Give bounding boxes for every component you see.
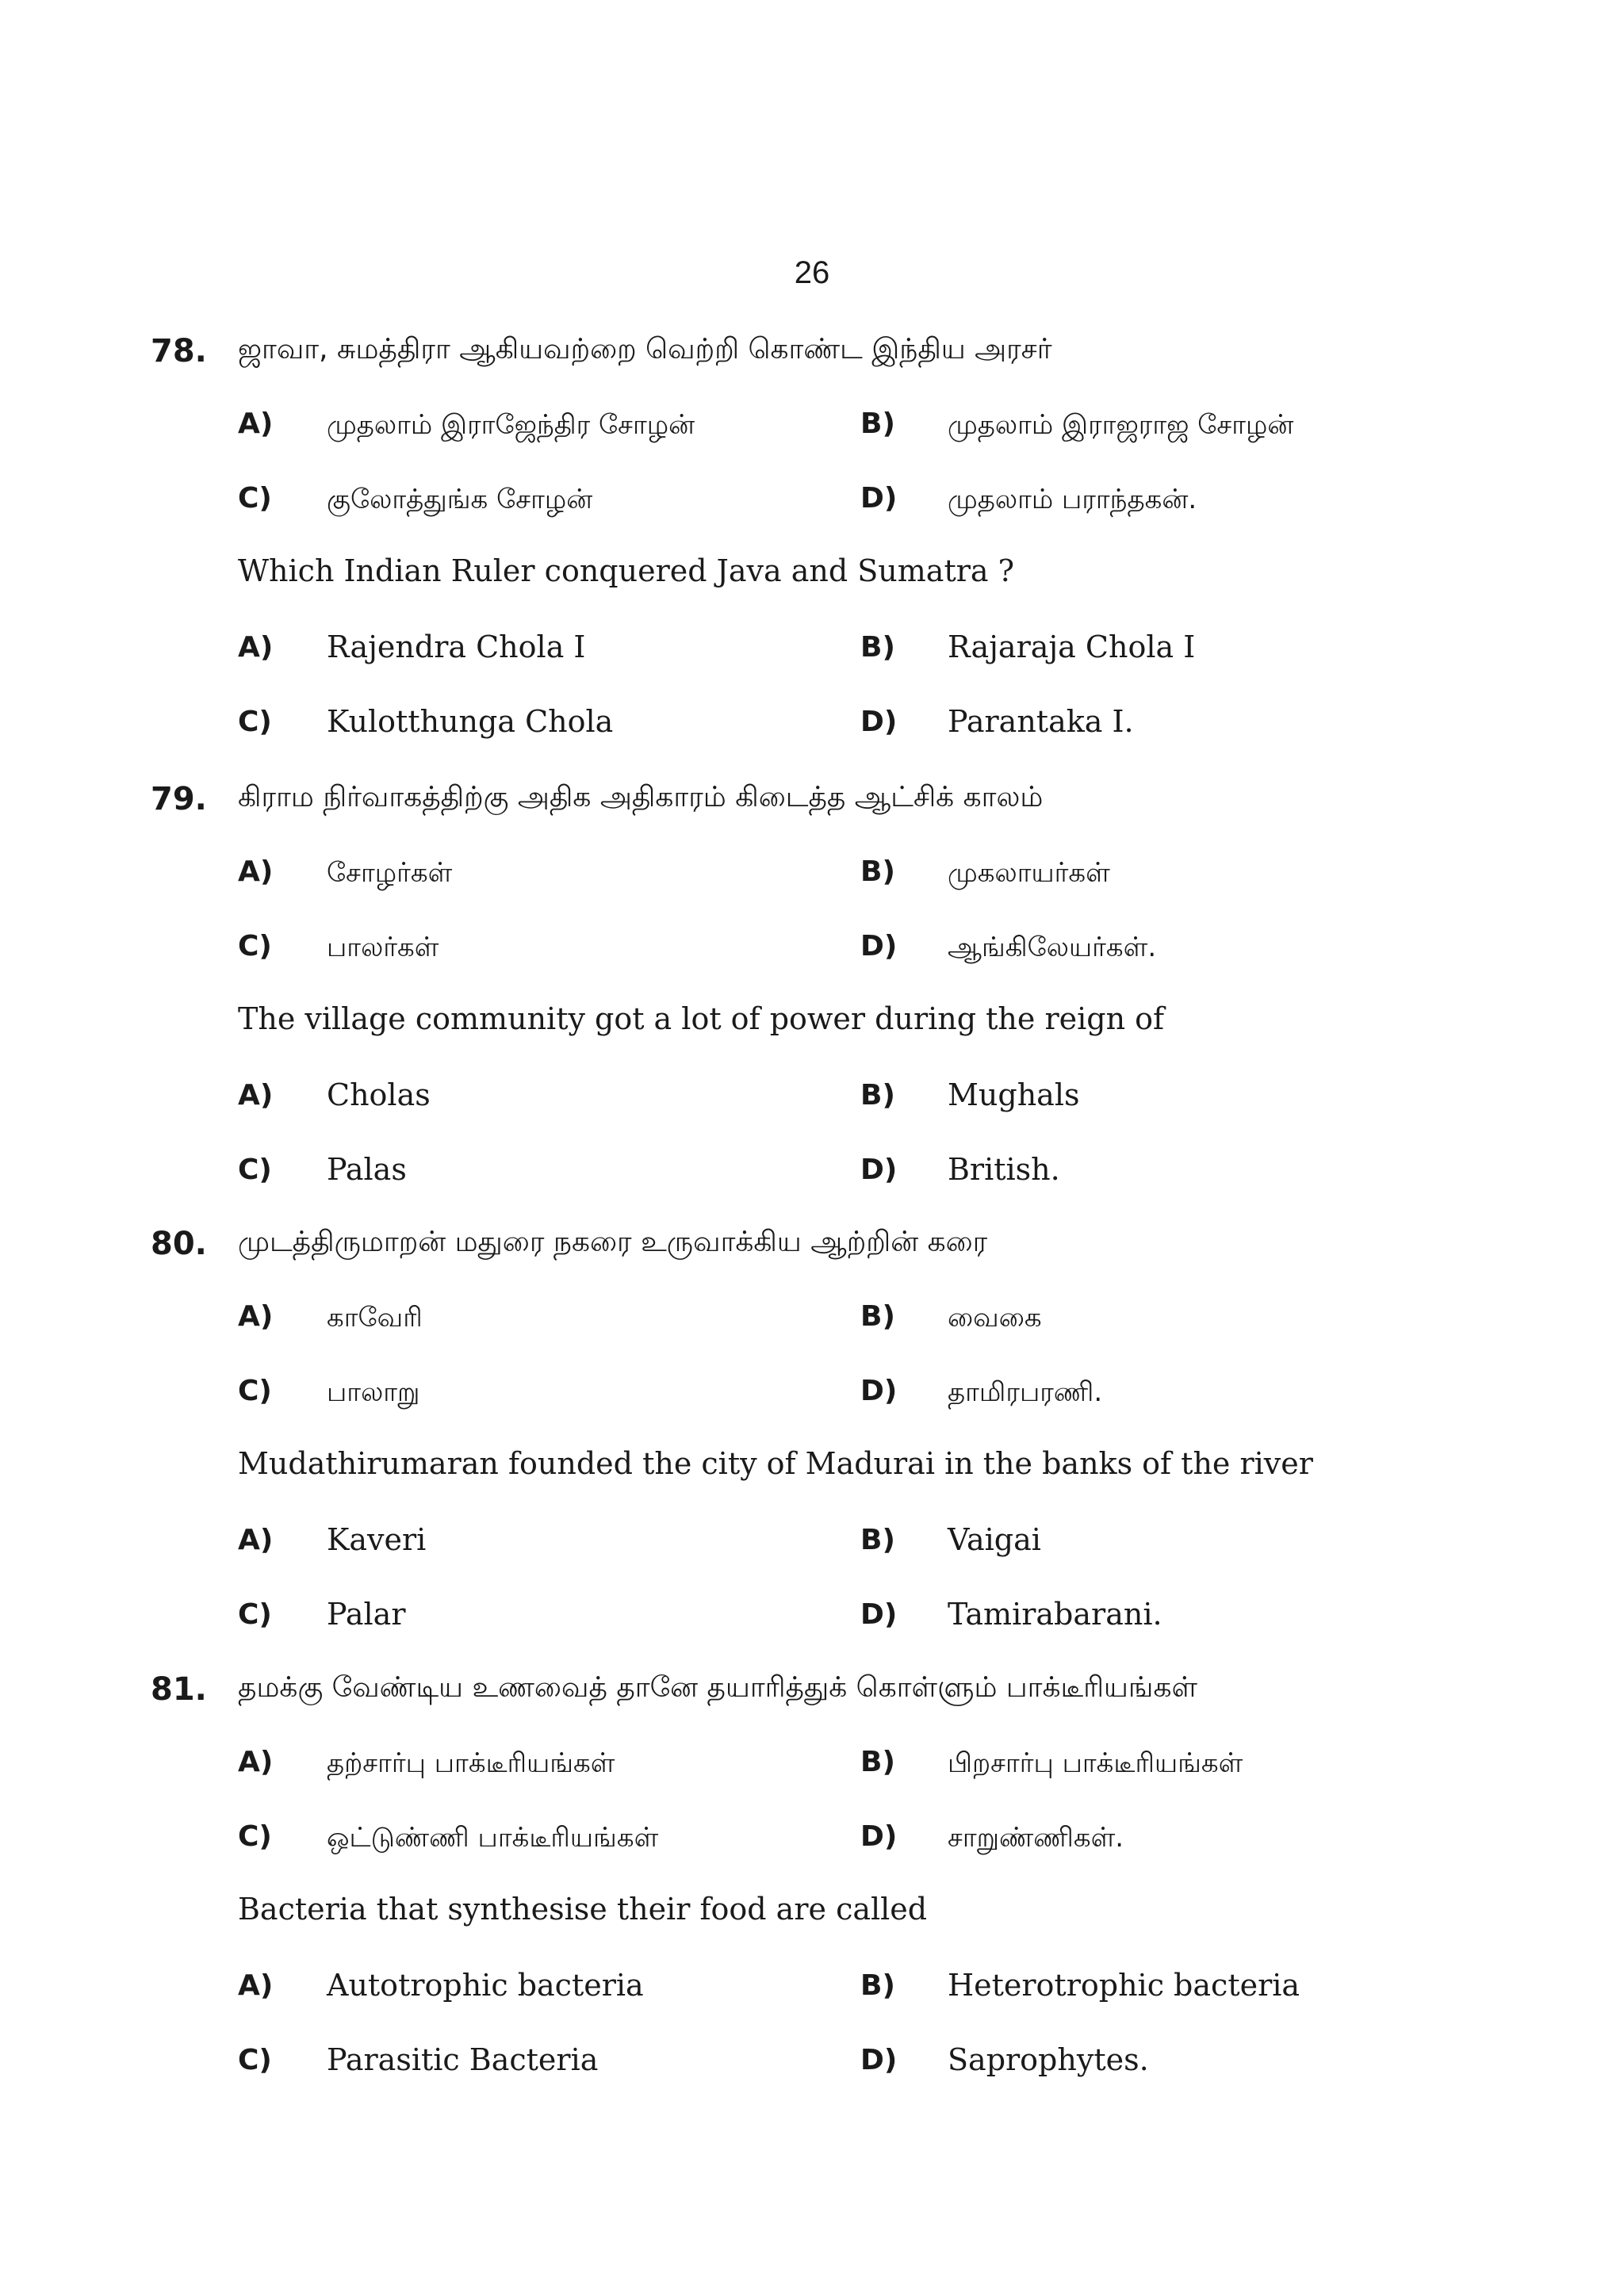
option-text: Vaigai xyxy=(948,1522,1041,1557)
question-text-english: Mudathirumaran founded the city of Madurai in the banks of the river xyxy=(238,1446,1313,1481)
option-letter: A) xyxy=(238,1746,274,1778)
option-text: முதலாம் பராந்தகன். xyxy=(948,484,1197,515)
option-letter: A) xyxy=(238,1524,274,1556)
option-text: Saprophytes. xyxy=(948,2042,1149,2077)
option-text: காவேரி xyxy=(327,1302,423,1334)
option-letter: D) xyxy=(860,482,898,515)
question-number: 78. xyxy=(151,333,207,369)
option-letter: D) xyxy=(860,930,898,962)
option-letter: B) xyxy=(860,1300,895,1333)
option-letter: A) xyxy=(238,1079,274,1112)
option-text: Palar xyxy=(327,1597,406,1632)
option-text: முகலாயர்கள் xyxy=(948,857,1110,889)
option-letter: B) xyxy=(860,855,895,888)
question-number: 79. xyxy=(151,781,207,817)
question-text-english: The village community got a lot of power during the reign of xyxy=(238,1001,1165,1036)
question-text-tamil: தமக்கு வேண்டிய உணவைத் தானே தயாரித்துக் கொள்ளும் பாக்டீரியங்கள் xyxy=(238,1671,1197,1704)
option-text: பிறசார்பு பாக்டீரியங்கள் xyxy=(948,1747,1243,1779)
option-text: ஒட்டுண்ணி பாக்டீரியங்கள் xyxy=(327,1822,659,1854)
option-letter: C) xyxy=(238,1154,272,1186)
option-letter: A) xyxy=(238,631,274,664)
option-text: Tamirabarani. xyxy=(948,1597,1162,1632)
option-letter: A) xyxy=(238,855,274,888)
option-text: British. xyxy=(948,1152,1060,1187)
option-letter: B) xyxy=(860,1746,895,1778)
option-letter: B) xyxy=(860,631,895,664)
option-letter: B) xyxy=(860,408,895,440)
option-letter: C) xyxy=(238,1375,272,1407)
option-text: Palas xyxy=(327,1152,407,1187)
option-letter: A) xyxy=(238,1969,274,2002)
option-text: Mughals xyxy=(948,1077,1080,1112)
option-letter: D) xyxy=(860,1820,898,1853)
option-letter: A) xyxy=(238,1300,274,1333)
option-text: Autotrophic bacteria xyxy=(327,1968,644,2003)
option-text: Rajendra Chola I xyxy=(327,629,586,664)
option-letter: B) xyxy=(860,1524,895,1556)
option-letter: A) xyxy=(238,408,274,440)
option-text: Kaveri xyxy=(327,1522,427,1557)
option-letter: D) xyxy=(860,1598,898,1631)
option-letter: D) xyxy=(860,2044,898,2076)
page-number: 26 xyxy=(794,255,830,290)
question-number: 81. xyxy=(151,1671,207,1708)
question-text-tamil: முடத்திருமாறன் மதுரை நகரை உருவாக்கிய ஆற்றின் கரை xyxy=(238,1226,988,1258)
option-letter: B) xyxy=(860,1969,895,2002)
option-text: வைகை xyxy=(948,1302,1042,1334)
question-block xyxy=(0,781,1624,1228)
option-text: Kulotthunga Chola xyxy=(327,704,614,739)
option-text: ஆங்கிலேயர்கள். xyxy=(948,932,1157,963)
question-number: 80. xyxy=(151,1226,207,1262)
option-letter: D) xyxy=(860,706,898,738)
question-text-english: Bacteria that synthesise their food are called xyxy=(238,1892,928,1927)
option-text: முதலாம் இராஜராஜ சோழன் xyxy=(948,409,1294,441)
option-text: Rajaraja Chola I xyxy=(948,629,1196,664)
question-text-english: Which Indian Ruler conquered Java and Sumatra ? xyxy=(238,553,1015,588)
question-text-tamil: கிராம நிர்வாகத்திற்கு அதிக அதிகாரம் கிடைத்த ஆட்சிக் காலம் xyxy=(238,781,1044,813)
option-text: Parantaka I. xyxy=(948,704,1134,739)
option-text: தற்சார்பு பாக்டீரியங்கள் xyxy=(327,1747,615,1779)
option-letter: C) xyxy=(238,482,272,515)
question-text-tamil: ஜாவா, சுமத்திரா ஆகியவற்றை வெற்றி கொண்ட இந்திய அரசர் xyxy=(238,333,1052,365)
option-text: Cholas xyxy=(327,1077,431,1112)
option-text: முதலாம் இராஜேந்திர சோழன் xyxy=(327,409,695,441)
option-text: சோழர்கள் xyxy=(327,857,453,889)
option-text: குலோத்துங்க சோழன் xyxy=(327,484,593,515)
option-letter: C) xyxy=(238,706,272,738)
option-letter: C) xyxy=(238,2044,272,2076)
option-letter: C) xyxy=(238,1598,272,1631)
option-letter: B) xyxy=(860,1079,895,1112)
option-text: Parasitic Bacteria xyxy=(327,2042,599,2077)
option-text: Heterotrophic bacteria xyxy=(948,1968,1300,2003)
option-text: பாலாறு xyxy=(327,1376,420,1408)
option-letter: C) xyxy=(238,930,272,962)
option-letter: D) xyxy=(860,1375,898,1407)
option-letter: C) xyxy=(238,1820,272,1853)
question-block xyxy=(0,333,1624,780)
option-letter: D) xyxy=(860,1154,898,1186)
question-block xyxy=(0,1226,1624,1673)
option-text: தாமிரபரணி. xyxy=(948,1376,1103,1408)
question-block xyxy=(0,1671,1624,2118)
option-text: சாறுண்ணிகள். xyxy=(948,1822,1124,1854)
option-text: பாலர்கள் xyxy=(327,932,439,963)
